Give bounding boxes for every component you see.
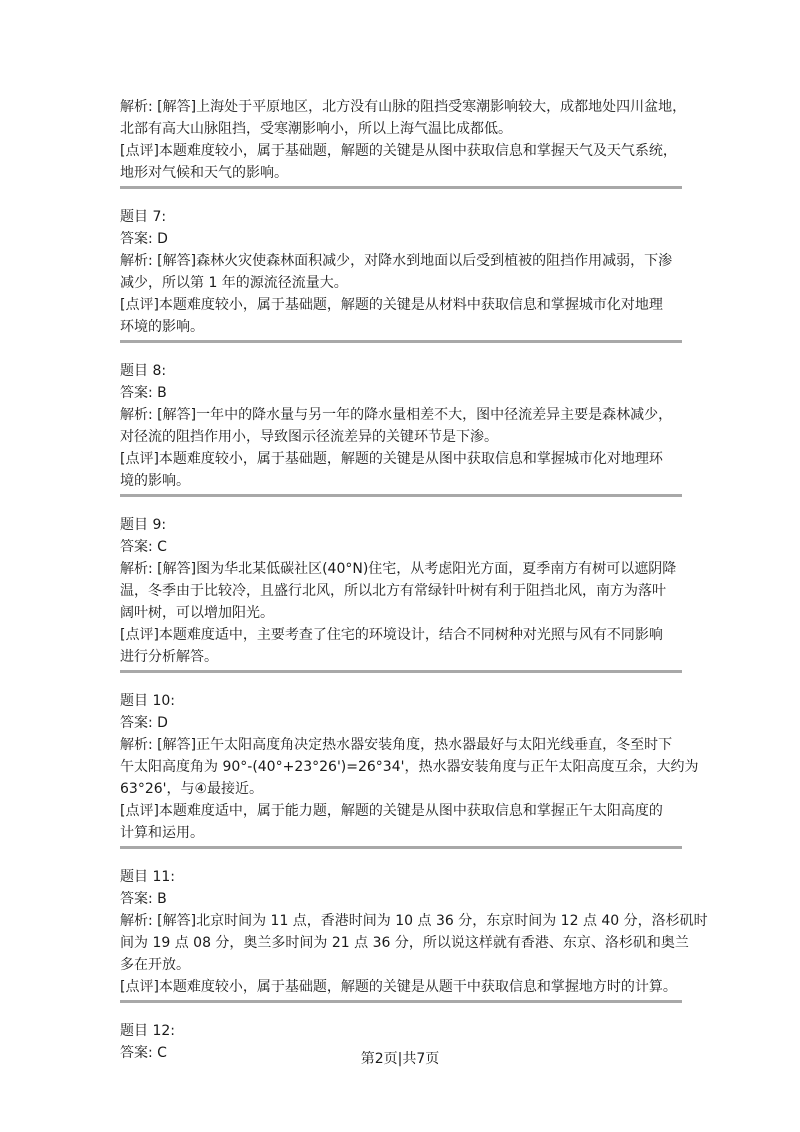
question-title: 题目 9:: [120, 517, 167, 533]
comment-line: [点评]本题难度适中，主要考查了住宅的环境设计，结合不同树种对光照与风有不同影响: [120, 627, 663, 643]
answer-block-6-tail: [120, 96, 687, 189]
question-title: 题目 10:: [120, 693, 175, 709]
document-body: [120, 96, 708, 1081]
comment-line: 进行分析解答。: [120, 649, 218, 665]
comment-line: 地形对气候和天气的影响。: [120, 165, 288, 181]
comment-line: 环境的影响。: [120, 319, 204, 335]
divider: [120, 340, 682, 343]
analysis-line: 间为 19 点 08 分，奥兰多时间为 21 点 36 分，所以说这样就有香港、东京、洛杉矶和奥兰: [120, 935, 689, 951]
comment-line: [点评]本题难度较小，属于基础题，解题的关键是从图中获取信息和掌握城市化对地理环: [120, 451, 663, 467]
analysis-line: 午太阳高度角为 90°-(40°+23°26')=26°34'，热水器安装角度与正午太阳高度互余，大约为: [120, 759, 699, 775]
analysis-line: 解析: [解答]正午太阳高度角决定热水器安装角度，热水器最好与太阳光线垂直，冬至时下: [120, 737, 673, 753]
comment-line: [点评]本题难度较小，属于基础题，解题的关键是从材料中获取信息和掌握城市化对地理: [120, 297, 663, 313]
comment-line: 境的影响。: [120, 473, 190, 489]
analysis-line: 63°26'，与④最接近。: [120, 781, 264, 797]
question-title: 题目 8:: [120, 363, 167, 379]
answer-line: 答案: D: [120, 231, 168, 247]
answer-block-9: [120, 514, 682, 673]
analysis-line: 多在开放。: [120, 957, 190, 973]
answer-line: 答案: C: [120, 539, 167, 555]
page-footer: 第2页|共7页: [360, 1051, 440, 1067]
analysis-line: 温，冬季由于比较冷，且盛行北风，所以北方有常绿针叶树有利于阻挡北风，南方为落叶: [120, 583, 666, 599]
divider: [120, 1000, 682, 1003]
answer-block-8: [120, 360, 682, 497]
divider: [120, 846, 682, 849]
analysis-line: 减少，所以第 1 年的源流径流量大。: [120, 275, 348, 291]
answer-block-7: [120, 206, 682, 343]
divider: [120, 494, 682, 497]
analysis-line: 解析: [解答]森林火灾使森林面积减少，对降水到地面以后受到植被的阻挡作用减弱，下渗: [120, 253, 673, 269]
comment-line: [点评]本题难度较小，属于基础题，解题的关键是从题干中获取信息和掌握地方时的计算。: [120, 979, 677, 995]
answer-line: 答案: C: [120, 1045, 167, 1061]
comment-line: [点评]本题难度适中，属于能力题，解题的关键是从图中获取信息和掌握正午太阳高度的: [120, 803, 663, 819]
comment-line: [点评]本题难度较小，属于基础题，解题的关键是从图中获取信息和掌握天气及天气系统，: [120, 143, 677, 159]
analysis-line: 解析: [解答]一年中的降水量与另一年的降水量相差不大，图中径流差异主要是森林减少，: [120, 407, 673, 423]
answer-block-10: [120, 690, 699, 849]
analysis-line: 解析: [解答]上海处于平原地区，北方没有山脉的阻挡受寒潮影响较大，成都地处四川盆地，: [120, 99, 687, 115]
answer-line: 答案: B: [120, 385, 167, 401]
answer-line: 答案: B: [120, 891, 167, 907]
analysis-line: 北部有高大山脉阻挡，受寒潮影响小，所以上海气温比成都低。: [120, 121, 512, 137]
question-title: 题目 12:: [120, 1023, 175, 1039]
comment-line: 计算和运用。: [120, 825, 204, 841]
analysis-line: 对径流的阻挡作用小，导致图示径流差异的关键环节是下渗。: [120, 429, 498, 445]
analysis-line: 解析: [解答]北京时间为 11 点，香港时间为 10 点 36 分，东京时间为 12 点 40 分，洛杉矶时: [120, 913, 708, 929]
divider: [120, 670, 682, 673]
analysis-line: 阔叶树，可以增加阳光。: [120, 605, 274, 621]
question-title: 题目 11:: [120, 869, 175, 885]
divider: [120, 186, 682, 189]
question-title: 题目 7:: [120, 209, 167, 225]
analysis-line: 解析: [解答]图为华北某低碳社区(40°N)住宅，从考虑阳光方面，夏季南方有树可以遮阴降: [120, 561, 677, 577]
answer-block-11: [120, 866, 708, 1003]
answer-line: 答案: D: [120, 715, 168, 731]
